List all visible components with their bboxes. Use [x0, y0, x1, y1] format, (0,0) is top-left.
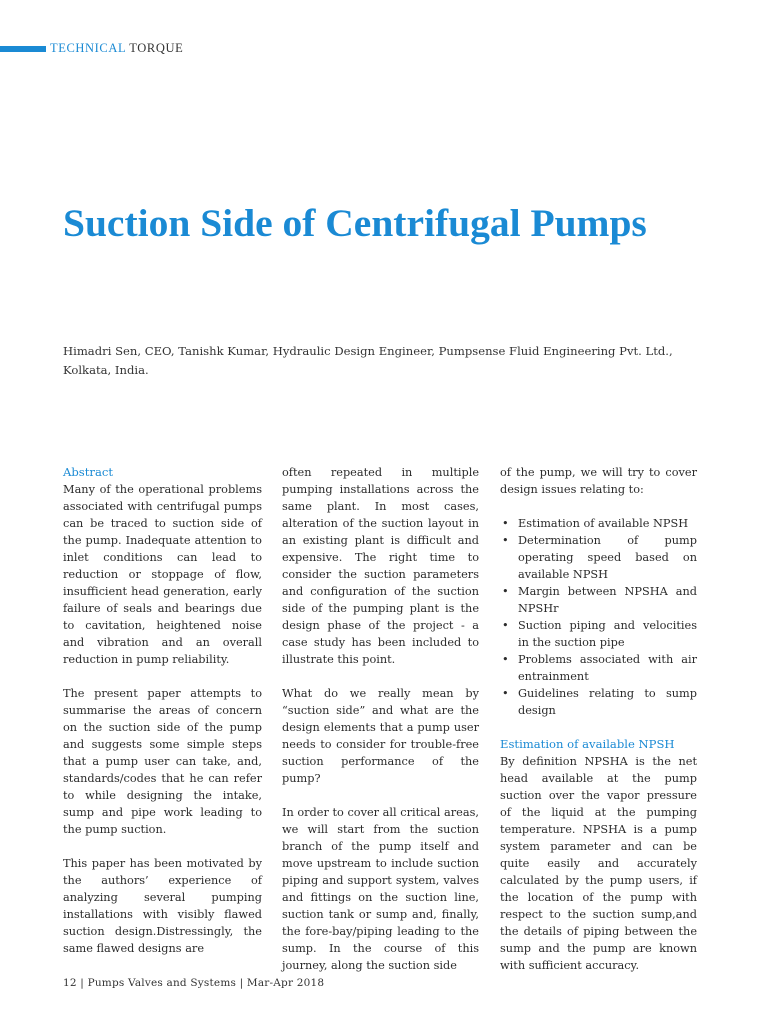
abstract-heading: Abstract: [63, 465, 114, 479]
list-item: [500, 532, 697, 583]
body-paragraph-3: In order to cover all critical areas, we will start from the suction branch of the pump itself and move upstream to include suction piping and support system, valves and fittings on the suction line, suction tank or sump and, finally, the fore-bay/piping leading to the sump. In the course of this journey, along the suction side: [282, 806, 479, 972]
column-3: [500, 464, 697, 974]
author-line-1: Himadri Sen, CEO, Tanishk Kumar, Hydraulic Design Engineer, Pumpsense Fluid Engineering Pvt. Ltd.,: [63, 344, 673, 358]
list-item: [500, 583, 697, 617]
design-issues-list: [500, 515, 697, 719]
body-paragraph-4: of the pump, we will try to cover design issues relating to:: [500, 466, 697, 496]
bullet-icon: •: [502, 534, 509, 547]
body-paragraph-5: By definition NPSHA is the net head available at the pump suction over the vapor pressure of the liquid at the pumping temperature. NPSHA is a pump system parameter and can be quite easily and accurately calculated by the pump users, if the location of the pump with respect to the suction sump,and the details of piping between the sump and the pump are known with sufficient accuracy.: [500, 755, 697, 972]
author-line-2: Kolkata, India.: [63, 363, 149, 377]
page-footer: 12 | Pumps Valves and Systems | Mar-Apr 2018: [63, 977, 325, 989]
list-item: [500, 651, 697, 685]
list-item-text: Problems associated with air entrainment: [518, 653, 697, 683]
list-item-text: Suction piping and velocities in the suction pipe: [518, 619, 697, 649]
body-paragraph-2: What do we really mean by “suction side” and what are the design elements that a pump user needs to consider for trouble-free suction performance of the pump?: [282, 687, 479, 785]
list-item-text: Determination of pump operating speed based on available NPSH: [518, 534, 697, 581]
section-label-technical: TECHNICAL: [50, 41, 126, 55]
section-label-torque: TORQUE: [129, 41, 184, 55]
header-accent-bar: [0, 46, 46, 52]
abstract-paragraph-3: This paper has been motivated by the authors’ experience of analyzing several pumping installations with visibly flawed suction design.Distressingly, the same flawed designs are: [63, 857, 262, 955]
list-item: [500, 617, 697, 651]
bullet-icon: •: [502, 687, 509, 700]
body-paragraph-1: often repeated in multiple pumping installations across the same plant. In most cases, alteration of the suction layout in an existing plant is difficult and expensive. The right time to consider the suction parameters and configuration of the suction side of the pumping plant is the design phase of the project - a case study has been included to illustrate this point.: [282, 466, 479, 666]
list-item: [500, 685, 697, 719]
column-1: [63, 464, 262, 957]
bullet-icon: •: [502, 619, 509, 632]
list-item-text: Estimation of available NPSH: [518, 517, 689, 530]
bullet-icon: •: [502, 585, 509, 598]
column-2: [282, 464, 479, 974]
author-line: [63, 342, 703, 380]
list-item: [500, 515, 697, 532]
list-item-text: Margin between NPSHA and NPSHr: [518, 585, 697, 615]
section-header: [50, 41, 183, 56]
bullet-icon: •: [502, 517, 509, 530]
list-item-text: Guidelines relating to sump design: [518, 687, 697, 717]
bullet-icon: •: [502, 653, 509, 666]
article-title: Suction Side of Centrifugal Pumps: [63, 201, 647, 245]
npsh-section-heading: Estimation of available NPSH: [500, 737, 675, 751]
abstract-paragraph-2: The present paper attempts to summarise the areas of concern on the suction side of the pump and suggests some simple steps that a pump user can take, and, standards/codes that he can refer to while designing the intake, sump and pipe work leading to the pump suction.: [63, 687, 262, 836]
abstract-paragraph-1: Many of the operational problems associated with centrifugal pumps can be traced to suction side of the pump. Inadequate attention to inlet conditions can lead to reduction or stoppage of flow, insufficient head generation, early failure of seals and bearings due to cavitation, heightened noise and vibration and an overall reduction in pump reliability.: [63, 483, 262, 666]
